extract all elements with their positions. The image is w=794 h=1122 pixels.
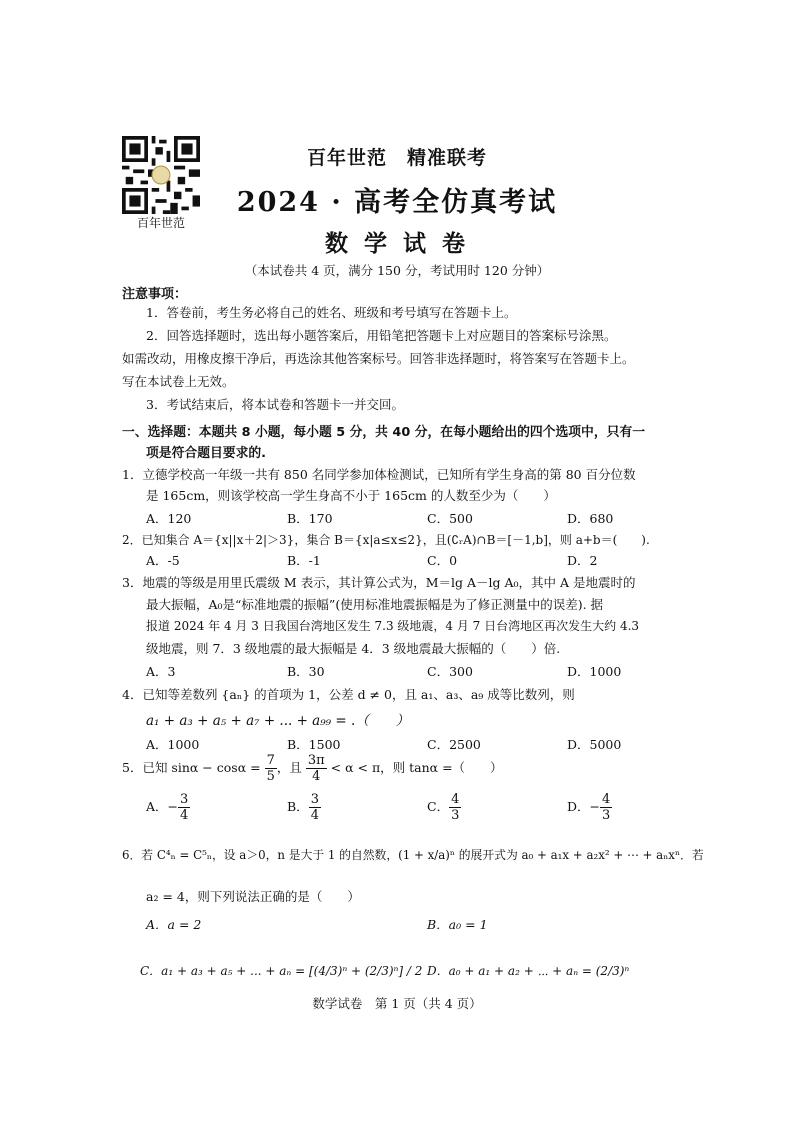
q3-option-b: B．30 [287,664,325,679]
q5-option-d-label: D．− [567,799,600,814]
q5-frac2-num: 3π [307,753,325,768]
notice-item: 2．回答选择题时，选出每小题答案后，用铅笔把答题卡上对应题目的答案标号涂黑。 [146,328,617,343]
q3-option-c: C．300 [427,664,473,679]
question-6-cont: a₂ = 4，则下列说法正确的是（ ） [146,889,360,904]
subject-title: 数 学 试 卷 [324,230,470,257]
question-3-cont: 级地震，则 7．3 级地震的最大振幅是 4．3 级地震最大振幅的（ ）倍. [146,641,561,656]
section-heading: 一、选择题：本题共 8 小题，每小题 5 分，共 40 分，在每小题给出的四个选项中，只有一 [122,425,646,440]
q2-option-a: A．-5 [146,553,180,568]
notice-item: 如需改动，用橡皮擦干净后，再选涂其他答案标号。回答非选择题时，将答案写在答题卡上。 [122,351,635,366]
q5-option-a-num: 3 [180,792,189,807]
q5-option-a-frac [178,792,190,823]
q5-option-b-label: B． [287,799,309,814]
q5-option-c-label: C． [427,799,450,814]
question-5 [122,753,503,784]
question-3-cont: 最大振幅，A₀是“标准地震的振幅”(使用标准地震振幅是为了修正测量中的误差). 据 [146,597,604,612]
q5-option-b-num: 3 [310,792,319,807]
q2-option-b: B．-1 [287,553,321,568]
exam-title: 2024 · 高考全仿真考试 [236,187,558,218]
q5-frac1-num: 7 [266,753,275,768]
q5-option-d-den: 3 [602,808,611,823]
q5-fraction-1 [265,753,277,784]
q5-option-a [146,792,190,823]
q5-option-c-den: 3 [451,808,460,823]
q5-text-pre: 5．已知 sinα − cosα = [122,760,265,775]
q5-option-b-den: 4 [310,808,319,823]
q1-option-d: D．680 [567,511,614,526]
exam-info: （本试卷共 4 页，满分 150 分，考试用时 120 分钟） [244,263,550,278]
q5-frac2-den: 4 [312,769,321,784]
qr-label: 百年世范 [136,216,185,230]
notice-title: 注意事项： [122,287,188,302]
q5-option-d-frac [600,792,612,823]
notice-item: 3．考试结束后，将本试卷和答题卡一并交回。 [146,397,404,412]
q4-option-b: B．1500 [287,737,341,752]
section-heading-cont: 项是符合题目要求的. [146,446,267,461]
q1-option-b: B．170 [287,511,333,526]
question-3-cont: 报道 2024 年 4 月 3 日我国台湾地区发生 7.3 级地震，4 月 7 日台湾地区再次发生大约 4.3 [146,619,640,633]
q5-option-a-label: A．− [146,799,179,814]
exam-series-title: 百年世范 精准联考 [306,147,487,169]
question-1: 1．立德学校高一年级一共有 850 名同学参加体检测试，已知所有学生身高的第 80 百分位数 [122,467,636,482]
q2-option-d: D．2 [567,553,598,568]
q5-option-c [427,792,461,823]
q1-option-a: A．120 [146,511,192,526]
q3-option-d: D．1000 [567,664,622,679]
q5-option-b [287,792,321,823]
question-6: 6．若 C⁴ₙ = C⁵ₙ，设 a＞0，n 是大于 1 的自然数，(1 + x/a)ⁿ 的展开式为 a₀ + a₁x + a₂x² + ⋯ + aₙxⁿ．若 [122,848,704,862]
q5-option-d-num: 4 [602,792,611,807]
q6-option-d: D．a₀ + a₁ + a₂ + ⋯ + aₙ = (2/3)ⁿ [427,964,630,978]
q4-option-d: D．5000 [567,737,622,752]
q5-frac1-den: 5 [266,769,275,784]
q6-option-a: A．a = 2 [146,917,202,932]
q5-option-b-frac [309,792,321,823]
q1-option-c: C．500 [427,511,473,526]
q4-option-c: C．2500 [427,737,481,752]
notice-item: 写在本试卷上无效。 [122,374,235,389]
q5-fraction-2 [306,753,327,784]
notice-item: 1．答卷前，考生务必将自己的姓名、班级和考号填写在答题卡上。 [146,305,517,320]
q5-option-a-den: 4 [180,808,189,823]
q5-text-mid: ，且 [276,760,306,775]
question-1-cont: 是 165cm，则该学校高一学生身高不小于 165cm 的人数至少为（ ） [146,488,556,503]
question-2: 2．已知集合 A＝{x||x＋2|＞3}，集合 B＝{x|a≤x≤2}，且(∁ᵣA)∩B＝[－1,b]，则 a+b＝( ). [122,533,650,547]
question-4: 4．已知等差数列 {aₙ} 的首项为 1，公差 d ≠ 0，且 a₁、a₃、a₉ 成等比数列，则 [122,687,575,702]
question-4-formula: a₁ + a₃ + a₅ + a₇ + ... + a₉₉ = .（ ） [146,713,410,729]
q5-option-c-num: 4 [451,792,460,807]
question-3: 3．地震的等级是用里氏震级 M 表示，其计算公式为，M＝lg A－lg A₀，其中 A 是地震时的 [122,575,636,590]
q5-option-c-frac [449,792,461,823]
q4-option-a: A．1000 [146,737,200,752]
q6-option-c: C．a₁ + a₃ + a₅ + ... + aₙ = [(4/3)ⁿ + (2/3)ⁿ] / 2 [140,964,423,978]
q6-option-b: B．a₀ = 1 [427,917,488,932]
page-footer: 数学试卷 第 1 页（共 4 页） [312,996,482,1011]
q5-option-d [567,792,612,823]
q5-text-post: < α < π，则 tanα =（ ） [326,760,503,775]
q2-option-c: C．0 [427,553,458,568]
q3-option-a: A．3 [146,664,176,679]
